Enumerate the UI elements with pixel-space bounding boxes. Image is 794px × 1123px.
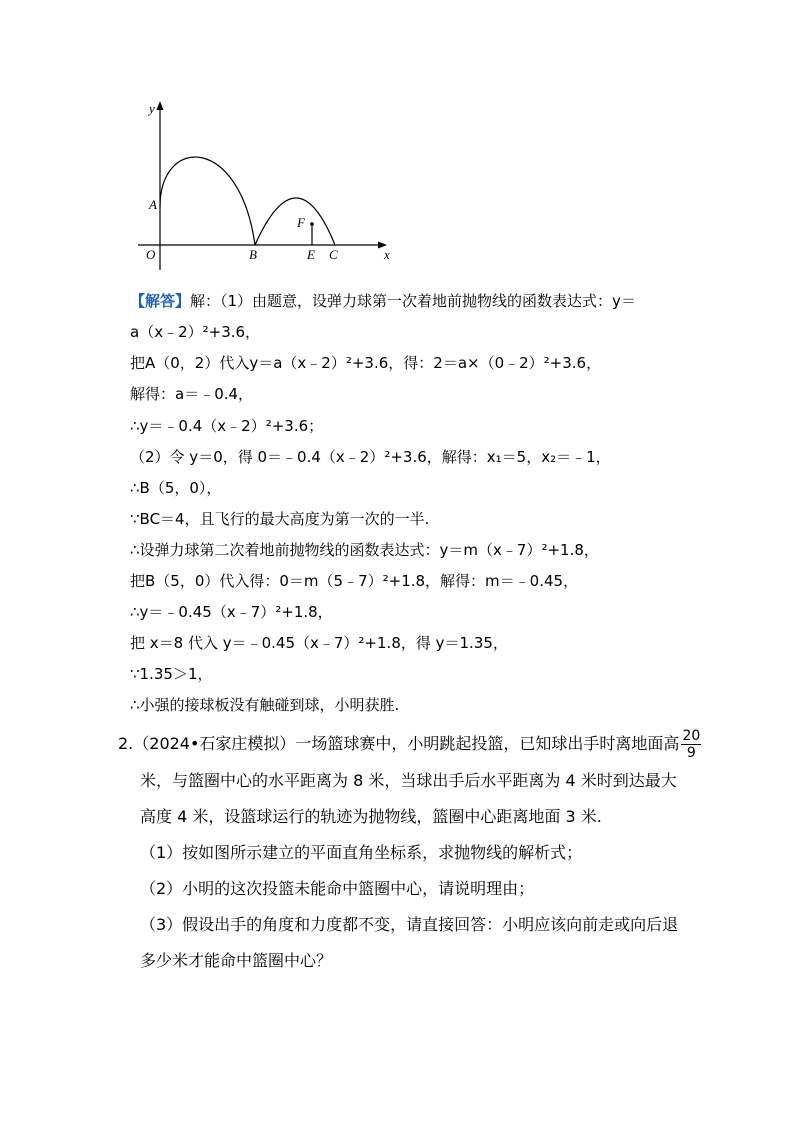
label-F: F xyxy=(297,215,305,230)
label-O: O xyxy=(146,247,156,262)
y-axis-arrow xyxy=(157,101,164,110)
solution-line-10: 把B（5，0）代入得：0＝m（5﹣7）²+1.8，解得：m＝﹣0.45， xyxy=(130,572,579,590)
solution-line-4: 解得：a＝﹣0.4， xyxy=(130,385,254,403)
point-F xyxy=(310,222,314,226)
question-2-item-2: （2）小明的这次投篮未能命中篮圈中心，请说明理由； xyxy=(140,879,535,898)
solution-line-6: （2）令 y＝0，得 0＝﹣0.4（x﹣2）²+3.6，解得：x₁＝5，x₂＝﹣1， xyxy=(130,448,611,466)
solution-line-5: ∴y＝﹣0.4（x﹣2）²+3.6； xyxy=(130,417,324,435)
solution-line-11: ∴y＝﹣0.45（x﹣7）²+1.8， xyxy=(130,603,333,621)
solution-line-7: ∴B（5，0）， xyxy=(130,479,222,497)
solution-line-14: ∴小强的接球板没有触碰到球，小明获胜. xyxy=(130,696,400,714)
answer-tag: 【解答】 xyxy=(130,292,191,310)
question-2-line-2: 米，与篮圈中心的水平距离为 8 米，当球出手后水平距离为 4 米时到达最大 xyxy=(140,771,677,790)
question-2-line-3: 高度 4 米，设篮球运行的轨迹为抛物线，篮圈中心距离地面 3 米. xyxy=(140,807,602,826)
x-axis-label: x xyxy=(384,247,390,262)
solution-text-1: 解：（1）由题意，设弹力球第一次着地前抛物线的函数表达式：y＝ xyxy=(190,292,636,310)
solution-line-1 xyxy=(130,291,730,311)
fraction-numerator: 20 xyxy=(682,728,701,744)
solution-line-2: a（x﹣2）²+3.6， xyxy=(130,323,261,341)
question-2-text-1: 2.（2024•石家庄模拟）一场篮球赛中，小明跳起投篮，已知球出手时离地面高 xyxy=(118,734,680,753)
label-E: E xyxy=(307,247,315,262)
y-axis-label: y xyxy=(149,101,155,116)
label-A: A xyxy=(149,197,157,212)
solution-line-12: 把 x＝8 代入 y＝﹣0.45（x﹣7）²+1.8，得 y＝1.35， xyxy=(130,634,508,652)
question-2-line-4: 多少米才能命中篮圈中心？ xyxy=(140,951,333,970)
label-B: B xyxy=(249,247,257,262)
fraction-denominator: 9 xyxy=(686,745,696,761)
first-parabola xyxy=(160,157,255,245)
fraction-20-9 xyxy=(681,728,701,761)
question-2-item-3: （3）假设出手的角度和力度都不变，请直接回答：小明应该向前走或向后退 xyxy=(140,915,679,934)
solution-line-9: ∴设弹力球第二次着地前抛物线的函数表达式：y＝m（x﹣7）²+1.8， xyxy=(130,541,599,559)
label-C: C xyxy=(329,247,338,262)
second-parabola xyxy=(255,198,335,245)
parabola-figure xyxy=(130,95,400,270)
solution-line-13: ∵1.35＞1， xyxy=(130,665,213,683)
question-2-item-1: （1）按如图所示建立的平面直角坐标系，求抛物线的解析式； xyxy=(140,843,583,862)
solution-line-8: ∵BC＝4，且飞行的最大高度为第一次的一半. xyxy=(130,510,430,528)
solution-line-3: 把A（0，2）代入y＝a（x﹣2）²+3.6，得：2＝a×（0﹣2）²+3.6， xyxy=(130,354,602,372)
question-2-line-1 xyxy=(118,728,708,761)
